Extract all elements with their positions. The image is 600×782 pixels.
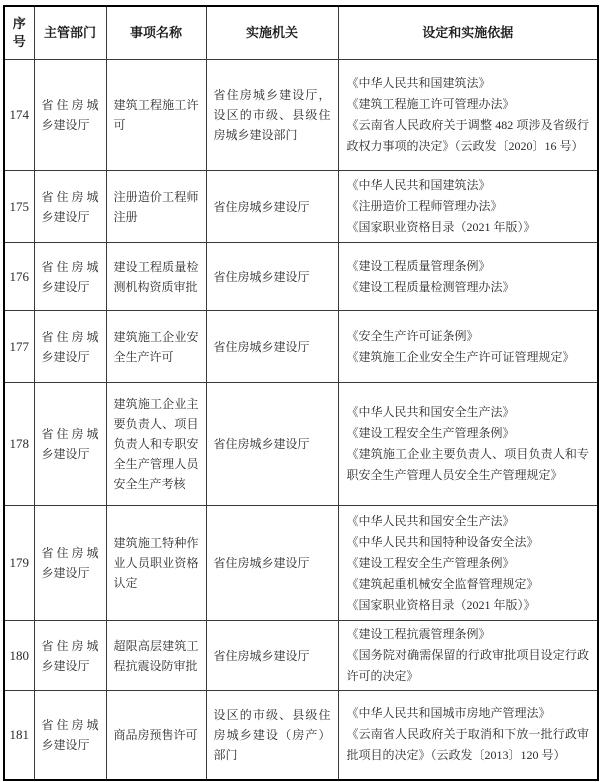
basis-line: 《国家职业资格目录（2021 年版）》 bbox=[346, 220, 536, 234]
basis-line: 《国务院对确需保留的行政审批项目设定行政许可的决定》 bbox=[346, 648, 589, 683]
cell-basis bbox=[338, 171, 598, 243]
cell-serial-number: 178 bbox=[4, 383, 34, 506]
table-row bbox=[4, 311, 598, 383]
table-row bbox=[4, 621, 598, 691]
cell-item-name: 建筑施工特种作业人员职业资格认定 bbox=[106, 506, 206, 621]
cell-basis bbox=[338, 311, 598, 383]
cell-agency: 省住房城乡建设厅 bbox=[206, 311, 338, 383]
table-row bbox=[4, 506, 598, 621]
cell-department: 省住房城乡建设厅 bbox=[34, 691, 106, 780]
cell-department: 省住房城乡建设厅 bbox=[34, 243, 106, 311]
basis-line: 《中华人民共和国安全生产法》 bbox=[346, 513, 515, 528]
header-row bbox=[4, 6, 598, 60]
table-header bbox=[4, 6, 598, 60]
cell-agency: 省住房城乡建设厅，设区的市级、县级住房城乡建设部门 bbox=[206, 60, 338, 171]
table-row bbox=[4, 383, 598, 506]
cell-agency: 省住房城乡建设厅 bbox=[206, 383, 338, 506]
basis-line: 《建设工程安全生产管理条例》 bbox=[346, 426, 515, 440]
cell-serial-number: 174 bbox=[4, 60, 34, 171]
cell-item-name: 超限高层建筑工程抗震设防审批 bbox=[106, 621, 206, 691]
approval-items-table bbox=[3, 5, 599, 781]
basis-line: 《建筑工程施工许可管理办法》 bbox=[346, 97, 515, 111]
cell-department: 省住房城乡建设厅 bbox=[34, 506, 106, 621]
cell-basis bbox=[338, 506, 598, 621]
cell-serial-number: 177 bbox=[4, 311, 34, 383]
cell-item-name: 建设工程质量检测机构资质审批 bbox=[106, 243, 206, 311]
header-serial-number: 序号 bbox=[4, 6, 34, 60]
table-body bbox=[4, 60, 598, 780]
basis-line: 《中华人民共和国特种设备安全法》 bbox=[346, 534, 539, 549]
cell-basis bbox=[338, 621, 598, 691]
basis-line: 《建设工程抗震管理条例》 bbox=[346, 627, 491, 641]
cell-basis bbox=[338, 691, 598, 780]
basis-line: 《中华人民共和国建筑法》 bbox=[346, 178, 491, 192]
header-basis: 设定和实施依据 bbox=[338, 6, 598, 60]
header-agency: 实施机关 bbox=[206, 6, 338, 60]
header-item-name: 事项名称 bbox=[106, 6, 206, 60]
cell-item-name: 建筑施工企业安全生产许可 bbox=[106, 311, 206, 383]
cell-serial-number: 181 bbox=[4, 691, 34, 780]
basis-line: 《中华人民共和国安全生产法》 bbox=[346, 405, 515, 419]
table-row bbox=[4, 243, 598, 311]
basis-line: 《建设工程质量检测管理办法》 bbox=[346, 279, 515, 294]
basis-line: 《建筑起重机械安全监督管理规定》 bbox=[346, 576, 539, 591]
basis-line: 《中华人民共和国城市房地产管理法》 bbox=[346, 706, 551, 721]
cell-basis bbox=[338, 243, 598, 311]
cell-department: 省住房城乡建设厅 bbox=[34, 171, 106, 243]
cell-department: 省住房城乡建设厅 bbox=[34, 60, 106, 171]
cell-agency: 省住房城乡建设厅 bbox=[206, 506, 338, 621]
cell-department: 省住房城乡建设厅 bbox=[34, 383, 106, 506]
cell-department: 省住房城乡建设厅 bbox=[34, 621, 106, 691]
cell-agency: 设区的市级、县级住房城乡建设（房产）部门 bbox=[206, 691, 338, 780]
table-row bbox=[4, 60, 598, 171]
cell-serial-number: 179 bbox=[4, 506, 34, 621]
cell-item-name: 商品房预售许可 bbox=[106, 691, 206, 780]
basis-line: 《建设工程安全生产管理条例》 bbox=[346, 555, 515, 570]
cell-department: 省住房城乡建设厅 bbox=[34, 311, 106, 383]
basis-line: 《云南省人民政府关于调整 482 项涉及省级行政权力事项的决定》（云政发〔2020〕16 号） bbox=[346, 118, 589, 153]
cell-item-name: 建筑施工企业主要负责人、项目负责人和专职安全生产管理人员安全生产考核 bbox=[106, 383, 206, 506]
basis-line: 《建筑施工企业主要负责人、项目负责人和专职安全生产管理人员安全生产管理规定》 bbox=[346, 447, 589, 482]
basis-line: 《国家职业资格目录（2021 年版）》 bbox=[346, 597, 536, 612]
cell-item-name: 建筑工程施工许可 bbox=[106, 60, 206, 171]
cell-serial-number: 175 bbox=[4, 171, 34, 243]
basis-line: 《注册造价工程师管理办法》 bbox=[346, 199, 503, 213]
basis-line: 《中华人民共和国建筑法》 bbox=[346, 76, 491, 90]
cell-basis bbox=[338, 60, 598, 171]
cell-serial-number: 176 bbox=[4, 243, 34, 311]
cell-agency: 省住房城乡建设厅 bbox=[206, 243, 338, 311]
cell-basis bbox=[338, 383, 598, 506]
header-department: 主管部门 bbox=[34, 6, 106, 60]
cell-item-name: 注册造价工程师注册 bbox=[106, 171, 206, 243]
table-row bbox=[4, 171, 598, 243]
basis-line: 《安全生产许可证条例》 bbox=[346, 328, 479, 343]
basis-line: 《建筑施工企业安全生产许可证管理规定》 bbox=[346, 349, 575, 364]
cell-agency: 省住房城乡建设厅 bbox=[206, 171, 338, 243]
cell-agency: 省住房城乡建设厅 bbox=[206, 621, 338, 691]
table-row bbox=[4, 691, 598, 780]
basis-line: 《云南省人民政府关于取消和下放一批行政审批项目的决定》（云政发〔2013〕120 号） bbox=[346, 727, 589, 763]
basis-line: 《建设工程质量管理条例》 bbox=[346, 258, 491, 273]
cell-serial-number: 180 bbox=[4, 621, 34, 691]
